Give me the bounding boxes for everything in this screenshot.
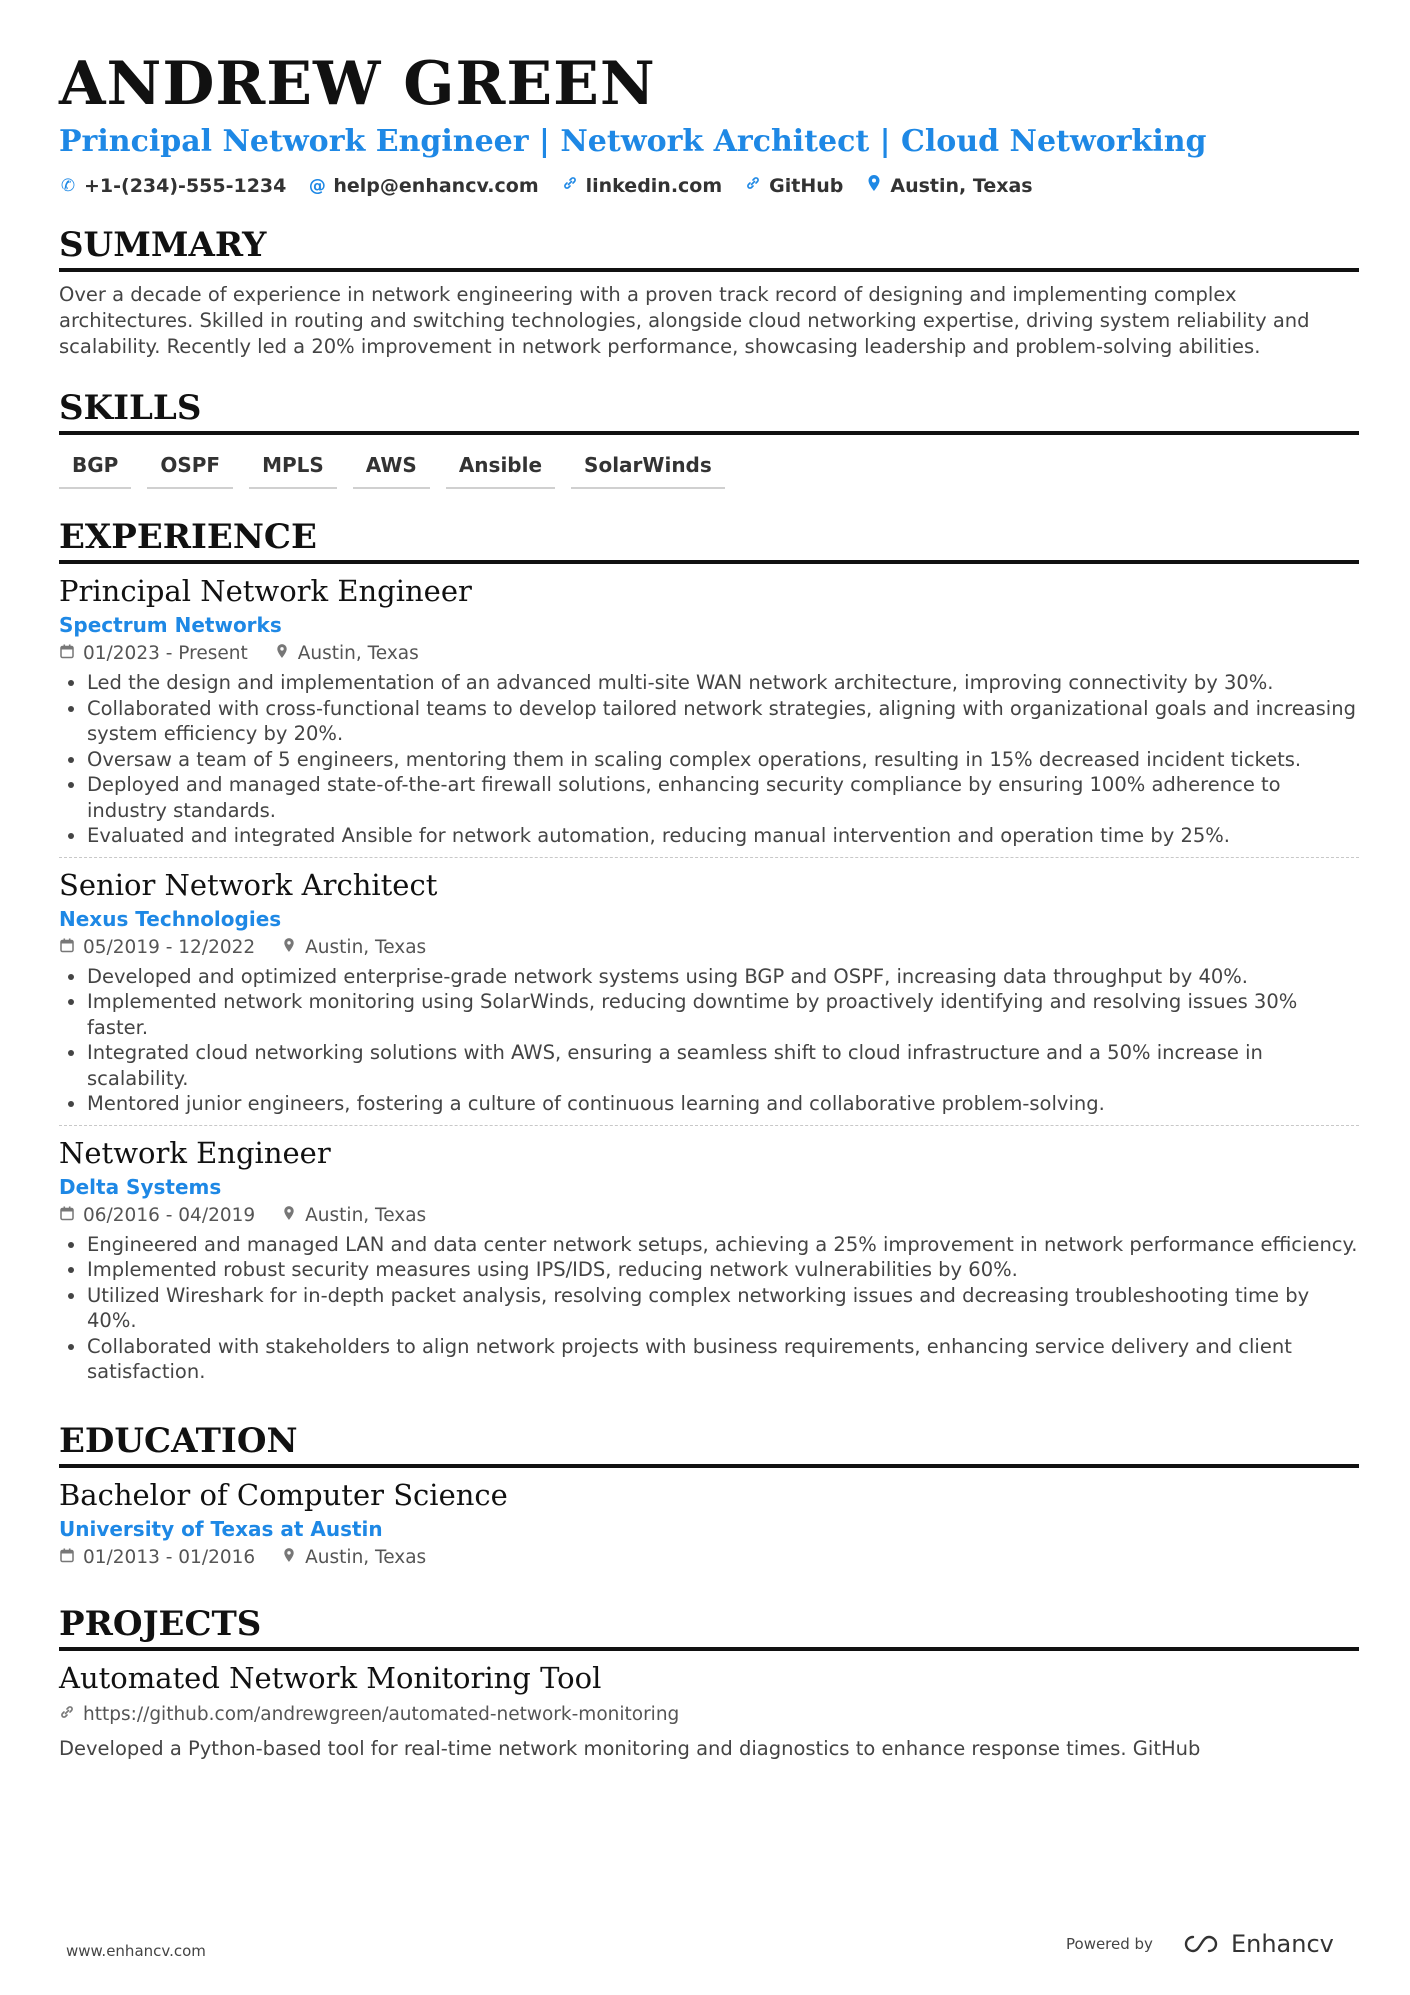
contact-bar xyxy=(59,174,1359,197)
list-item: • Implemented robust security measures using IPS/IDS, reducing network vulnerabilities by 60%. xyxy=(87,1257,1359,1283)
skill-tag: SolarWinds xyxy=(571,447,725,489)
email-text[interactable]: help@enhancv.com xyxy=(333,174,539,197)
section-title-education: EDUCATION xyxy=(59,1419,1359,1468)
link-icon xyxy=(59,1701,75,1729)
experience-section xyxy=(59,515,1359,1393)
education-section xyxy=(59,1419,1359,1576)
job-meta xyxy=(59,934,1359,962)
location-pin-icon xyxy=(865,174,883,197)
link-icon xyxy=(561,175,579,196)
skill-tag: AWS xyxy=(353,447,430,489)
link-icon xyxy=(744,175,762,196)
job-title: Network Engineer xyxy=(59,1135,331,1170)
list-item: • Collaborated with cross-functional teams to develop tailored network strategies, aligning with organizational goals and increasing system efficiency by 20%. xyxy=(87,696,1359,747)
experience-entry xyxy=(59,857,1359,1125)
company-name: Nexus Technologies xyxy=(59,906,282,931)
candidate-name: ANDREW GREEN xyxy=(59,49,656,119)
list-item: • Led the design and implementation of an advanced multi-site WAN network architecture, improving connectivity by 30%. xyxy=(87,670,1359,696)
summary-text: Over a decade of experience in network engineering with a proven track record of designing and implementing complex architectures. Skilled in routing and switching technologies, alongside cloud networking expertise, driving system reliability and scalability. Recently led a 20% improvement in network performance, showcasing leadership and problem-solving abilities. xyxy=(59,283,1310,358)
section-title-skills: SKILLS xyxy=(59,386,1359,435)
list-item: • Integrated cloud networking solutions with AWS, ensuring a seamless shift to cloud infrastructure and a 50% increase in scalability. xyxy=(87,1040,1359,1091)
list-item: • Oversaw a team of 5 engineers, mentoring them in scaling complex operations, resulting in 15% decreased incident tickets. xyxy=(87,747,1359,773)
summary-section xyxy=(59,223,1359,360)
linkedin-text[interactable]: linkedin.com xyxy=(585,174,723,197)
contact-github[interactable] xyxy=(744,174,843,197)
list-item: • Collaborated with stakeholders to align network projects with business requirements, enhancing service delivery and client satisfaction. xyxy=(87,1334,1359,1385)
degree-title: Bachelor of Computer Science xyxy=(59,1477,508,1512)
job-title: Principal Network Engineer xyxy=(59,574,472,608)
project-name: Automated Network Monitoring Tool xyxy=(59,1660,602,1695)
location-pin-icon xyxy=(274,640,290,668)
skills-list xyxy=(59,447,1359,489)
list-item: • Mentored junior engineers, fostering a culture of continuous learning and collaborative problem-solving. xyxy=(87,1091,1359,1117)
location-pin-icon xyxy=(281,1202,297,1230)
company-name: Delta Systems xyxy=(59,1174,222,1199)
job-dates: 01/2023 - Present xyxy=(83,643,248,664)
powered-by-label: Powered by xyxy=(1066,1935,1153,1953)
github-text[interactable]: GitHub xyxy=(769,174,844,197)
list-item: • Evaluated and integrated Ansible for network automation, reducing manual intervention and operation time by 25%. xyxy=(87,823,1359,849)
project-url[interactable]: https://github.com/andrewgreen/automated-network-monitoring xyxy=(83,1703,680,1725)
contact-phone xyxy=(59,174,286,197)
education-entry xyxy=(59,1468,1359,1576)
calendar-icon xyxy=(59,1544,75,1572)
school-name: University of Texas at Austin xyxy=(59,1516,383,1541)
contact-email[interactable] xyxy=(308,174,538,197)
job-bullets xyxy=(59,1232,1359,1385)
job-title: Senior Network Architect xyxy=(59,867,438,902)
project-description: Developed a Python-based tool for real-time network monitoring and diagnostics to enhance response times. GitHub xyxy=(59,1736,1201,1760)
skill-tag: BGP xyxy=(59,447,131,489)
footer-website[interactable]: www.enhancv.com xyxy=(66,1942,206,1960)
location-text: Austin, Texas xyxy=(890,174,1033,197)
location-pin-icon xyxy=(281,934,297,962)
contact-location xyxy=(865,174,1032,197)
list-item: • Deployed and managed state-of-the-art firewall solutions, enhancing security compliance by ensuring 100% adherence to industry standards. xyxy=(87,772,1359,823)
company-name: Spectrum Networks xyxy=(59,613,282,637)
list-item: • Utilized Wireshark for in-depth packet analysis, resolving complex networking issues and decreasing troubleshooting time by 40%. xyxy=(87,1283,1359,1334)
contact-linkedin[interactable] xyxy=(561,174,723,197)
skill-tag: Ansible xyxy=(446,447,555,489)
job-location: Austin, Texas xyxy=(297,643,419,664)
section-title-experience: EXPERIENCE xyxy=(59,515,1359,564)
footer-branding xyxy=(1066,1930,1334,1958)
job-location: Austin, Texas xyxy=(305,1204,427,1226)
education-meta xyxy=(59,1544,1359,1572)
phone-text: +1-(234)-555-1234 xyxy=(84,174,287,197)
section-title-summary: SUMMARY xyxy=(59,223,1359,272)
skills-section xyxy=(59,386,1359,489)
calendar-icon xyxy=(59,640,75,668)
skill-tag: OSPF xyxy=(147,447,233,489)
education-location: Austin, Texas xyxy=(305,1546,427,1568)
location-pin-icon xyxy=(281,1544,297,1572)
projects-section xyxy=(59,1602,1359,1767)
at-icon: @ xyxy=(308,175,326,196)
skill-tag: MPLS xyxy=(249,447,337,489)
calendar-icon xyxy=(59,934,75,962)
phone-icon: ✆ xyxy=(60,175,76,196)
project-link[interactable] xyxy=(59,1701,1359,1729)
section-title-projects: PROJECTS xyxy=(59,1602,1359,1651)
calendar-icon xyxy=(59,1202,75,1230)
project-entry xyxy=(59,1651,1359,1767)
job-meta xyxy=(59,1202,1359,1230)
job-dates: 05/2019 - 12/2022 xyxy=(83,936,256,958)
brand-name: Enhancv xyxy=(1230,1930,1334,1958)
job-bullets xyxy=(59,964,1359,1117)
experience-entry xyxy=(59,1125,1359,1393)
job-location: Austin, Texas xyxy=(305,936,427,958)
enhancv-logo-icon xyxy=(1179,1933,1223,1955)
list-item: • Engineered and managed LAN and data center network setups, achieving a 25% improvement in network performance efficiency. xyxy=(87,1232,1359,1258)
list-item: • Implemented network monitoring using SolarWinds, reducing downtime by proactively identifying and resolving issues 30% faster. xyxy=(87,989,1359,1040)
resume-page xyxy=(59,48,1359,1767)
list-item: • Developed and optimized enterprise-grade network systems using BGP and OSPF, increasing data throughput by 40%. xyxy=(87,964,1359,990)
education-dates: 01/2013 - 01/2016 xyxy=(83,1546,256,1568)
experience-entry xyxy=(59,564,1359,857)
job-bullets xyxy=(59,670,1359,849)
job-dates: 06/2016 - 04/2019 xyxy=(83,1204,256,1226)
candidate-headline: Principal Network Engineer | Network Architect | Cloud Networking xyxy=(59,124,1207,159)
job-meta xyxy=(59,640,1359,668)
enhancv-logo[interactable] xyxy=(1179,1930,1334,1958)
